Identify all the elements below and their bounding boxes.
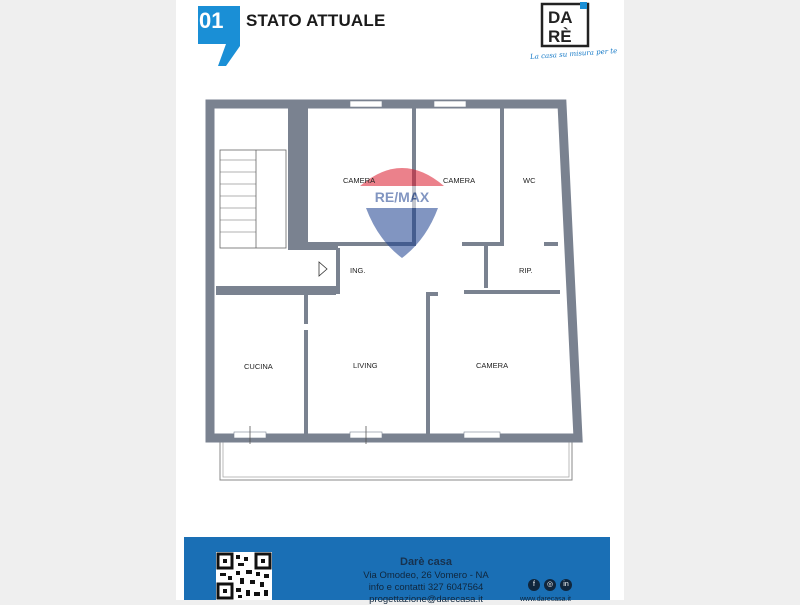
facebook-icon[interactable]: f	[528, 579, 540, 591]
remax-text: RE/MAX	[374, 189, 430, 205]
room-label-living: LIVING	[353, 361, 378, 370]
website-link[interactable]: www.darecasa.it	[520, 596, 571, 603]
room-label-wc: WC	[523, 176, 536, 185]
room-label-ripostiglio: RIP.	[519, 266, 533, 275]
logo-tagline: La casa su misura per te	[529, 46, 618, 62]
windows	[234, 101, 500, 438]
logo-text-2: RÈ	[548, 27, 572, 46]
room-label-ingresso: ING.	[350, 266, 366, 275]
document-page	[176, 0, 624, 605]
section-number: 01	[199, 8, 224, 33]
interior-walls	[216, 108, 560, 436]
instagram-icon[interactable]: ◎	[544, 579, 556, 591]
page-title: STATO ATTUALE	[246, 11, 386, 30]
company-address: Via Omodeo, 26 Vomero - NA	[363, 570, 489, 581]
qr-code	[216, 552, 272, 600]
room-label-cucina: CUCINA	[244, 362, 273, 371]
room-label-camera-3: CAMERA	[476, 361, 509, 370]
company-name: Darè casa	[400, 556, 452, 568]
company-email[interactable]: progettazione@darecasa.it	[369, 594, 483, 605]
logo-text-1: DA	[548, 8, 573, 27]
room-label-camera-2: CAMERA	[443, 176, 476, 185]
balcony	[220, 436, 572, 480]
linkedin-icon[interactable]: in	[560, 579, 572, 591]
floor-plan	[176, 0, 624, 540]
company-phone: info e contatti 327 6047564	[368, 582, 484, 593]
entrance-door	[319, 262, 327, 276]
room-label-camera-1: CAMERA	[343, 176, 376, 185]
staircase	[220, 150, 286, 248]
